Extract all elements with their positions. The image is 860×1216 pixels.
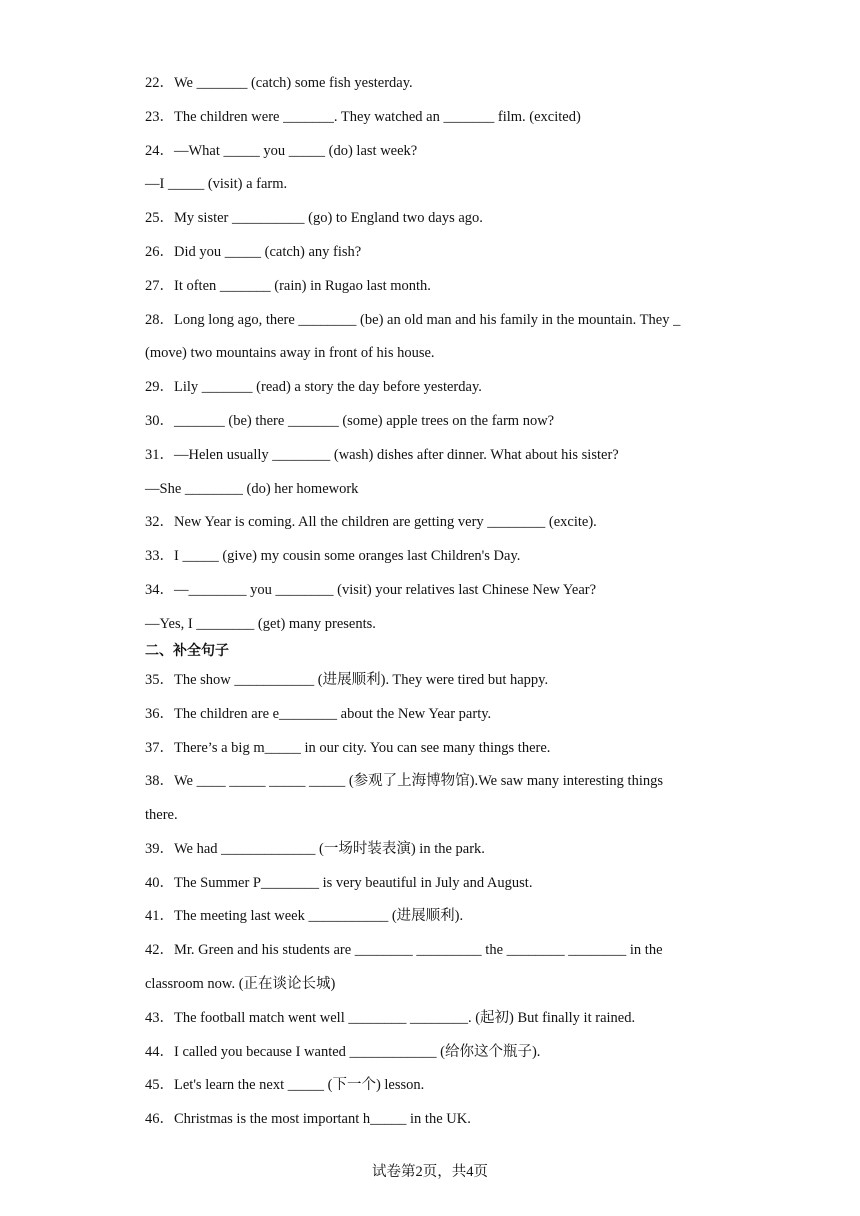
- question-27: 27．It often _______ (rain) in Rugao last month.: [145, 278, 431, 294]
- question-34-answer: —Yes, I ________ (get) many presents.: [145, 616, 376, 632]
- question-45: 45．Let's learn the next _____ (下一个) lesson.: [145, 1077, 425, 1093]
- question-31-answer: —She ________ (do) her homework: [145, 481, 359, 497]
- section-heading: 二、补全句子: [145, 643, 229, 659]
- question-24: 24．—What _____ you _____ (do) last week?: [145, 143, 418, 159]
- question-38-cont: there.: [145, 807, 178, 823]
- question-32: 32．New Year is coming. All the children are getting very ________ (excite).: [145, 514, 597, 530]
- question-30: 30．_______ (be) there _______ (some) apple trees on the farm now?: [145, 413, 555, 429]
- question-38: 38．We ____ _____ _____ _____ (参观了上海博物馆).We saw many interesting things: [145, 773, 663, 789]
- question-26: 26．Did you _____ (catch) any fish?: [145, 244, 362, 260]
- question-43: 43．The football match went well ________ ________. (起初) But finally it rained.: [145, 1010, 636, 1026]
- question-36: 36．The children are e________ about the New Year party.: [145, 706, 492, 722]
- question-28: 28．Long long ago, there ________ (be) an old man and his family in the mountain. They _: [145, 312, 681, 328]
- question-33: 33．I _____ (give) my cousin some oranges last Children's Day.: [145, 548, 521, 564]
- question-29: 29．Lily _______ (read) a story the day before yesterday.: [145, 379, 482, 395]
- question-41: 41．The meeting last week ___________ (进展顺利).: [145, 908, 464, 924]
- question-42-cont: classroom now. (正在谈论长城): [145, 976, 336, 992]
- question-28-cont: (move) two mountains away in front of his house.: [145, 345, 435, 361]
- question-39: 39．We had _____________ (一场时装表演) in the park.: [145, 841, 485, 857]
- question-40: 40．The Summer P________ is very beautiful in July and August.: [145, 875, 533, 891]
- question-22: 22．We _______ (catch) some fish yesterday.: [145, 75, 413, 91]
- question-35: 35．The show ___________ (进展顺利). They were tired but happy.: [145, 672, 549, 688]
- question-46: 46．Christmas is the most important h_____ in the UK.: [145, 1111, 471, 1127]
- question-37: 37．There’s a big m_____ in our city. You can see many things there.: [145, 740, 551, 756]
- question-44: 44．I called you because I wanted ____________ (给你这个瓶子).: [145, 1044, 541, 1060]
- question-31: 31．—Helen usually ________ (wash) dishes after dinner. What about his sister?: [145, 447, 619, 463]
- question-25: 25．My sister __________ (go) to England two days ago.: [145, 210, 483, 226]
- question-23: 23．The children were _______. They watched an _______ film. (excited): [145, 109, 581, 125]
- question-24-answer: —I _____ (visit) a farm.: [145, 176, 288, 192]
- page-footer: 试卷第2页，共4页: [372, 1164, 488, 1180]
- question-34: 34．—________ you ________ (visit) your relatives last Chinese New Year?: [145, 582, 597, 598]
- question-42: 42．Mr. Green and his students are ________ _________ the ________ ________ in the: [145, 942, 663, 958]
